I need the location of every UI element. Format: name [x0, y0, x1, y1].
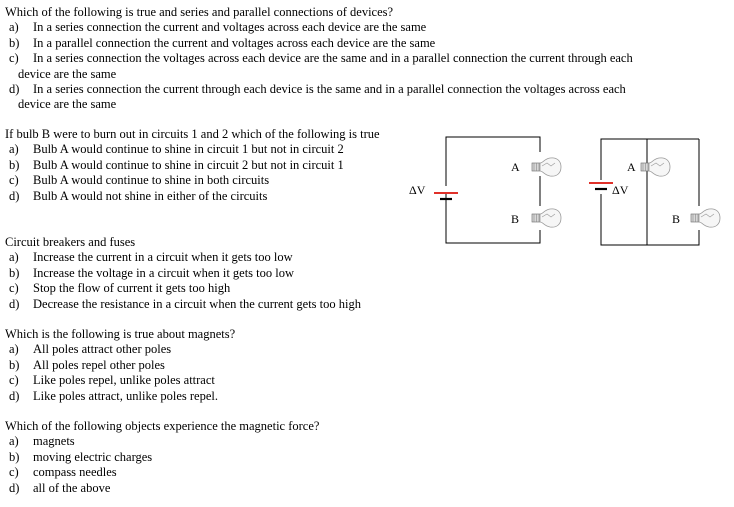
option-letter: c)	[9, 173, 19, 188]
option-text: Stop the flow of current it gets too high	[33, 281, 231, 296]
option-letter: b)	[9, 157, 20, 172]
bulb-b-icon	[691, 209, 720, 227]
option-letter: a)	[9, 142, 19, 157]
option-b	[5, 266, 361, 281]
option-text: Increase the voltage in a circuit when it gets too low	[33, 265, 295, 280]
option-text: In a series connection the current and voltages across each device are the same	[33, 20, 427, 35]
option-text: magnets	[33, 434, 75, 449]
bulb-a-label: A	[627, 160, 636, 174]
option-letter: b)	[9, 35, 20, 50]
circuit-1-series	[409, 137, 561, 243]
option-letter: c)	[9, 373, 19, 388]
option-letter: c)	[9, 465, 19, 480]
option-text: Bulb A would continue to shine in circuit 2 but not in circuit 1	[33, 157, 344, 172]
option-letter: d)	[9, 82, 20, 97]
option-letter: d)	[9, 388, 20, 403]
option-letter: d)	[9, 480, 20, 495]
option-letter: d)	[9, 296, 20, 311]
circuit-2-parallel	[589, 139, 720, 245]
option-letter: d)	[9, 188, 20, 203]
option-b	[5, 358, 235, 373]
option-text: Like poles attract, unlike poles repel.	[33, 388, 219, 403]
bulb-b-label: B	[511, 212, 520, 226]
option-text: Bulb A would continue to shine in circuit 1 but not in circuit 2	[33, 142, 344, 157]
option-c	[5, 373, 235, 388]
option-letter: b)	[9, 449, 20, 464]
voltage-label: ΔV	[612, 183, 629, 197]
bulb-a-icon	[641, 158, 670, 176]
option-d	[5, 389, 235, 404]
question-4	[5, 327, 235, 404]
question-text: Which of the following is true and series and parallel connections of devices?	[5, 5, 394, 19]
option-letter: c)	[9, 281, 19, 296]
question-5	[5, 419, 319, 496]
option-text-continued: device are the same	[18, 97, 117, 112]
option-c	[5, 465, 319, 480]
option-d	[5, 297, 361, 312]
option-text: Bulb A would not shine in either of the circuits	[33, 188, 268, 203]
option-letter: c)	[9, 51, 19, 66]
voltage-label: ΔV	[409, 183, 426, 197]
option-a	[5, 342, 235, 357]
bulb-b-label: B	[672, 212, 681, 226]
option-text: In a series connection the voltages across each device are the same and in a parallel connection the current through each	[33, 51, 633, 66]
option-c	[5, 281, 361, 296]
option-letter: b)	[9, 265, 20, 280]
question-text: If bulb B were to burn out in circuits 1 and 2 which of the following is true	[5, 127, 380, 141]
option-letter: a)	[9, 250, 19, 265]
bulb-b-icon	[532, 209, 561, 227]
option-text: all of the above	[33, 480, 111, 495]
option-text: All poles attract other poles	[33, 342, 172, 357]
option-a	[5, 250, 361, 265]
bulb-a-label: A	[511, 160, 520, 174]
option-text: Increase the current in a circuit when it gets too low	[33, 250, 293, 265]
option-text: All poles repel other poles	[33, 357, 165, 372]
option-letter: a)	[9, 434, 19, 449]
question-text: Which is the following is true about magnets?	[5, 327, 236, 341]
option-text: compass needles	[33, 465, 117, 480]
option-text: Decrease the resistance in a circuit when the current gets too high	[33, 296, 361, 311]
option-letter: a)	[9, 342, 19, 357]
question-3	[5, 235, 361, 312]
option-text: In a parallel connection the current and voltages across each device are the same	[33, 35, 436, 50]
option-text: Bulb A would continue to shine in both circuits	[33, 173, 270, 188]
option-text: Like poles repel, unlike poles attract	[33, 373, 215, 388]
option-a	[5, 434, 319, 449]
option-letter: a)	[9, 20, 19, 35]
option-text: moving electric charges	[33, 449, 153, 464]
option-letter: b)	[9, 357, 20, 372]
option-text: In a series connection the current through each device is the same and in a parallel connection the voltages across each	[33, 82, 626, 97]
question-text: Circuit breakers and fuses	[5, 235, 136, 249]
option-b	[5, 450, 319, 465]
bulb-a-icon	[532, 158, 561, 176]
option-d	[5, 481, 319, 496]
option-text-continued: device are the same	[18, 66, 117, 81]
question-text: Which of the following objects experience the magnetic force?	[5, 419, 320, 433]
